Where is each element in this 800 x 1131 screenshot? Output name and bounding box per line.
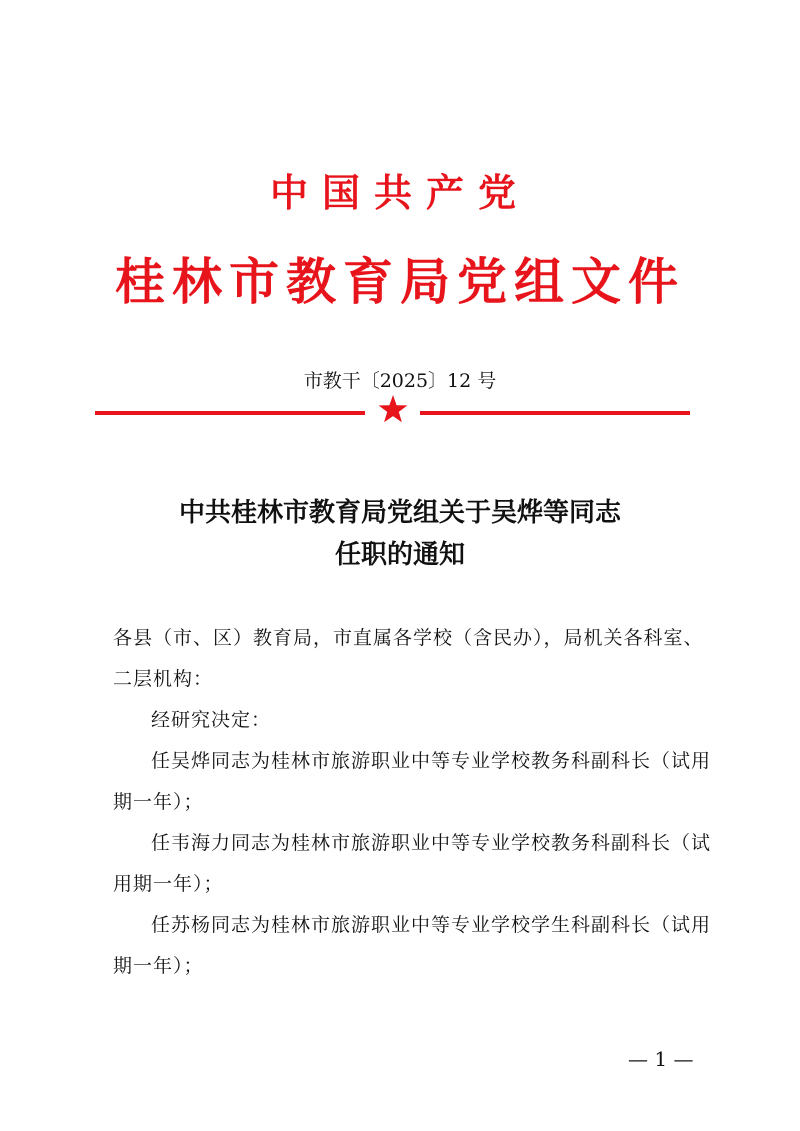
title-line-2: 任职的通知 (334, 540, 465, 570)
recipients-paragraph: 各县（市、区）教育局，市直属各学校（含民办），局机关各科室、二层机构： (113, 627, 704, 690)
issuer-line-document: 桂林市教育局党组文件 (115, 253, 685, 311)
separator-line-left (95, 411, 365, 415)
page-number: — 1 — (628, 1047, 694, 1071)
document-title (0, 492, 800, 576)
star-icon (377, 393, 409, 425)
appointment-paragraph: 任韦海力同志为桂林市旅游职业中等专业学校教务科副科长（试用期一年）； (113, 832, 712, 895)
intro-paragraph: 经研究决定： (151, 709, 272, 731)
appointment-paragraph: 任苏杨同志为桂林市旅游职业中等专业学校学生科副科长（试用期一年）； (113, 914, 712, 977)
title-line-1: 中共桂林市教育局党组关于吴烨等同志 (178, 498, 621, 528)
document-number: 市教干〔2025〕12 号 (303, 370, 497, 392)
document-body (113, 618, 713, 987)
appointment-paragraph: 任吴烨同志为桂林市旅游职业中等专业学校教务科副科长（试用期一年）； (113, 750, 712, 813)
separator-line-right (420, 411, 690, 415)
issuer-line-party: 中国共产党 (269, 171, 530, 215)
